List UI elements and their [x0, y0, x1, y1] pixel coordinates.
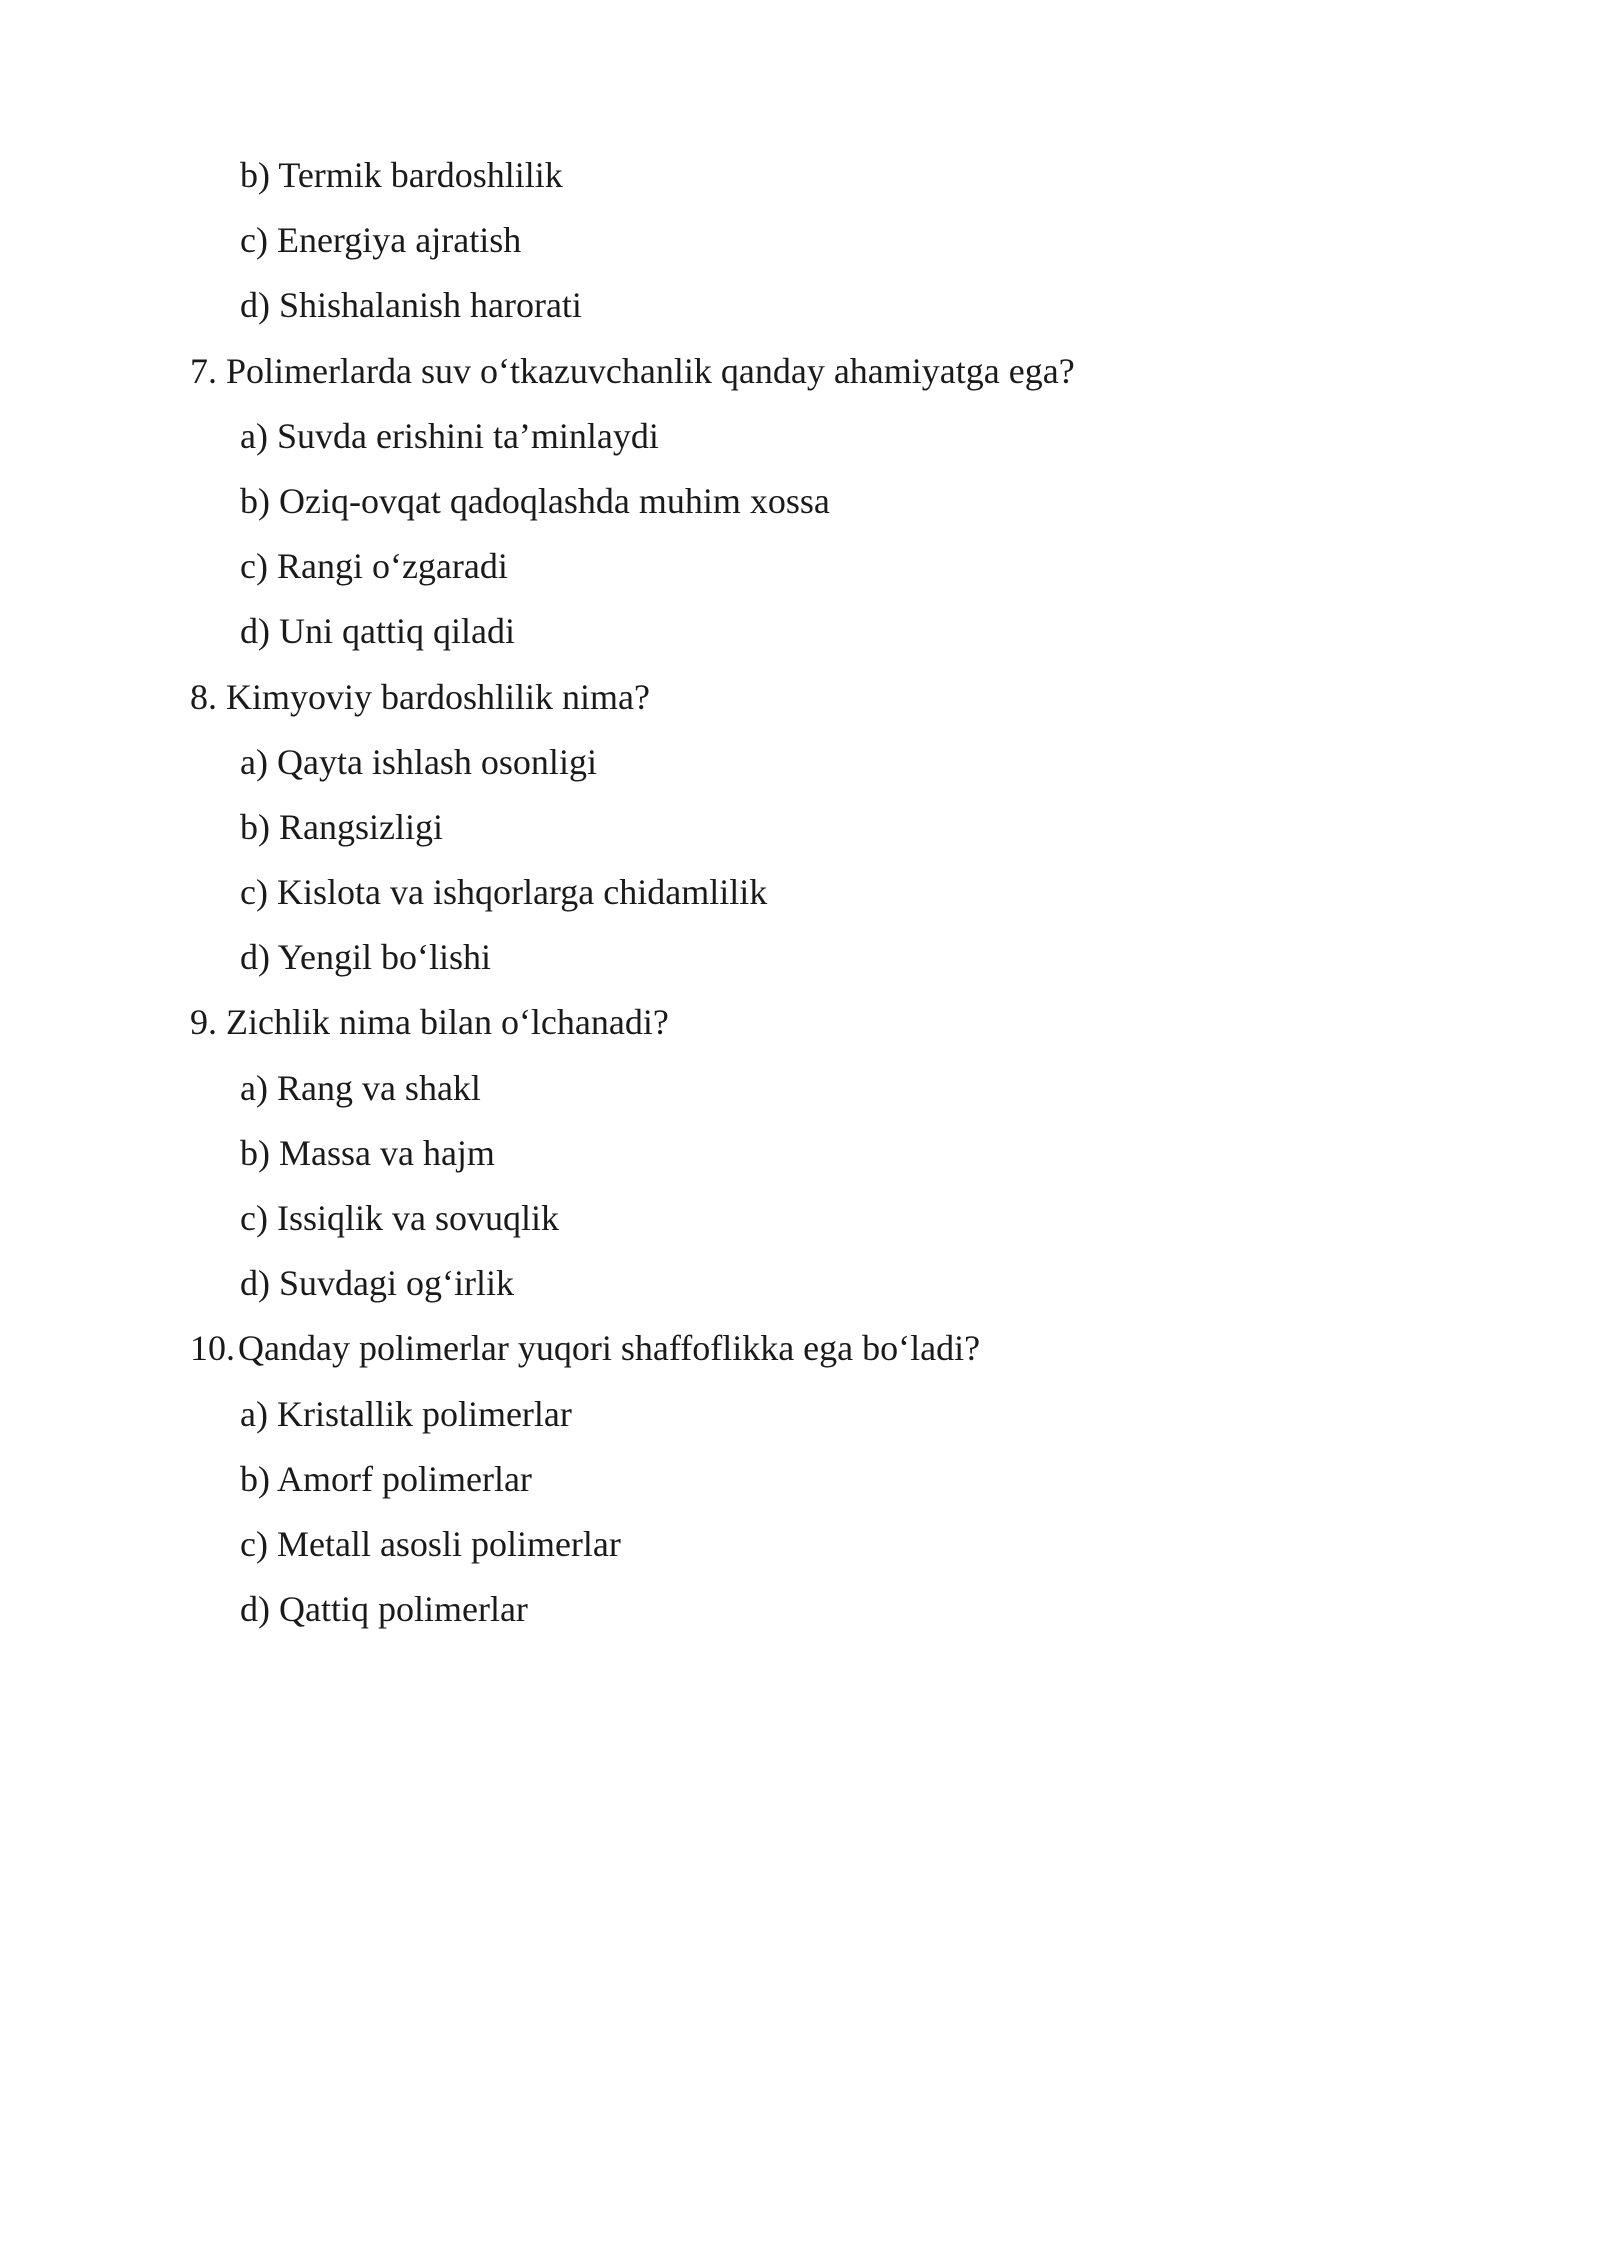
option-9c: c) Issiqlik va sovuqlik [240, 1198, 559, 1238]
question-number: 7. [190, 350, 217, 391]
question-number: 8. [190, 676, 217, 717]
question-number: 9. [190, 1002, 217, 1043]
option-10a: a) Kristallik polimerlar [240, 1393, 572, 1434]
option-8b: b) Rangsizligi [240, 806, 443, 847]
question-text: Polimerlarda suv o‘tkazuvchanlik qanday ahamiyatga ega? [226, 350, 1075, 391]
question-7 [0, 346, 1600, 411]
question-10 [0, 1323, 1600, 1388]
option-7d: d) Uni qattiq qiladi [240, 611, 515, 652]
option-7b: b) Oziq-ovqat qadoqlashda muhim xossa [240, 480, 830, 521]
option-8a: a) Qayta ishlash osonligi [240, 741, 597, 782]
option-10c: c) Metall asosli polimerlar [240, 1523, 621, 1564]
question-text: Zichlik nima bilan o‘lchanadi? [226, 1002, 669, 1043]
question-9 [0, 997, 1600, 1062]
option-6b: b) Termik bardoshlilik [240, 155, 563, 195]
question-number: 10. [190, 1328, 235, 1369]
option-8d: d) Yengil bo‘lishi [240, 937, 492, 978]
option-10d: d) Qattiq polimerlar [240, 1589, 528, 1630]
option-7c: c) Rangi o‘zgaradi [240, 546, 508, 587]
question-text: Qanday polimerlar yuqori shaffoflikka ega bo‘ladi? [238, 1328, 981, 1369]
option-10b: b) Amorf polimerlar [240, 1458, 532, 1499]
option-9a: a) Rang va shakl [240, 1067, 481, 1108]
option-9b: b) Massa va hajm [240, 1132, 495, 1173]
option-6c: c) Energiya ajratish [240, 220, 522, 261]
option-6d: d) Shishalanish harorati [240, 285, 582, 326]
option-9d: d) Suvdagi og‘irlik [240, 1263, 514, 1304]
option-8c: c) Kislota va ishqorlarga chidamlilik [240, 872, 768, 913]
question-text: Kimyoviy bardoshlilik nima? [226, 676, 650, 717]
question-8 [0, 672, 1600, 737]
quiz-content [0, 150, 1600, 1649]
option-7a: a) Suvda erishini ta’minlaydi [240, 415, 659, 456]
